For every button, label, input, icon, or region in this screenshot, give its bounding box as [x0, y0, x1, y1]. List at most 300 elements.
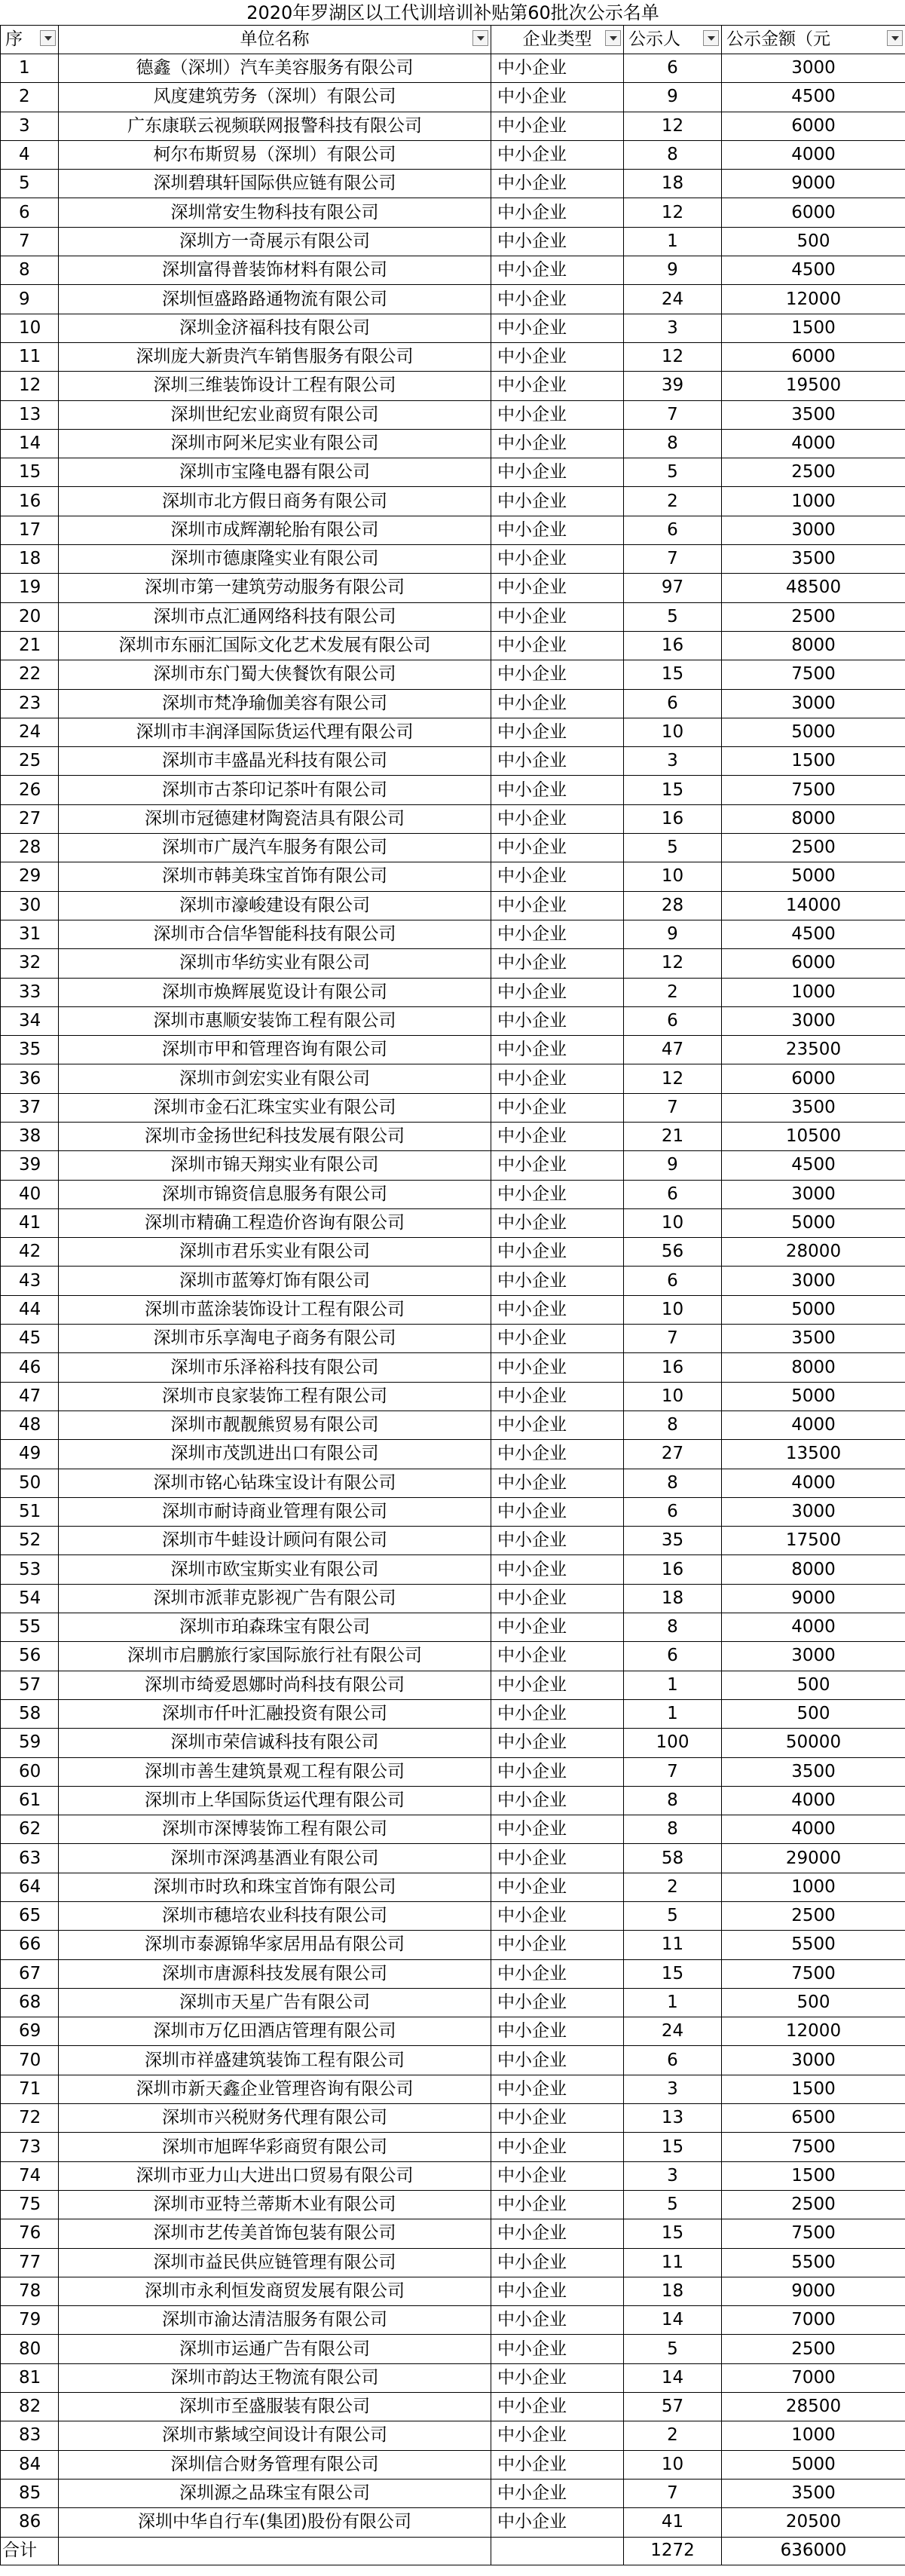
row-amount: 5000 — [722, 1295, 905, 1324]
row-enterprise-type: 中小企业 — [491, 2075, 624, 2103]
table-body — [1, 54, 905, 2538]
row-headcount: 16 — [624, 1353, 722, 1382]
row-index: 30 — [1, 891, 59, 920]
row-headcount: 1 — [624, 227, 722, 256]
row-index: 7 — [1, 227, 59, 256]
table-row — [1, 1325, 905, 1353]
table-row — [1, 458, 905, 487]
row-headcount: 8 — [624, 1469, 722, 1497]
row-index: 63 — [1, 1844, 59, 1873]
row-headcount: 14 — [624, 2306, 722, 2335]
table-row — [1, 83, 905, 112]
row-index: 70 — [1, 2046, 59, 2075]
row-company-name: 深圳市启鹏旅行家国际旅行社有限公司 — [59, 1642, 491, 1671]
row-company-name: 深圳市唐源科技发展有限公司 — [59, 1959, 491, 1988]
table-row — [1, 747, 905, 776]
row-company-name: 风度建筑劳务（深圳）有限公司 — [59, 83, 491, 112]
row-amount: 4500 — [722, 920, 905, 948]
row-headcount: 1 — [624, 1671, 722, 1699]
row-amount: 4500 — [722, 256, 905, 285]
row-headcount: 18 — [624, 170, 722, 198]
row-company-name: 深圳市祥盛建筑装饰工程有限公司 — [59, 2046, 491, 2075]
table-row — [1, 1208, 905, 1237]
row-company-name: 深圳市东丽汇国际文化艺术发展有限公司 — [59, 631, 491, 660]
table-row — [1, 949, 905, 978]
row-amount: 3000 — [722, 54, 905, 83]
table-row — [1, 372, 905, 400]
filter-dropdown-icon[interactable] — [887, 30, 903, 46]
table-row — [1, 2450, 905, 2479]
table-row — [1, 342, 905, 371]
row-amount: 4000 — [722, 1411, 905, 1439]
row-enterprise-type: 中小企业 — [491, 227, 624, 256]
header-row — [1, 26, 905, 54]
row-enterprise-type: 中小企业 — [491, 54, 624, 83]
row-headcount: 7 — [624, 1325, 722, 1353]
row-company-name: 深圳市珀森珠宝有限公司 — [59, 1613, 491, 1642]
row-headcount: 14 — [624, 2363, 722, 2392]
table-row — [1, 2508, 905, 2537]
row-enterprise-type: 中小企业 — [491, 1238, 624, 1267]
row-company-name: 深圳市兴税财务代理有限公司 — [59, 2104, 491, 2133]
row-amount: 8000 — [722, 1353, 905, 1382]
row-company-name: 深圳市丰润泽国际货运代理有限公司 — [59, 718, 491, 746]
row-index: 72 — [1, 2104, 59, 2133]
row-company-name: 深圳三维装饰设计工程有限公司 — [59, 372, 491, 400]
table-row — [1, 660, 905, 689]
table-row — [1, 198, 905, 227]
row-index: 50 — [1, 1469, 59, 1497]
table-row — [1, 1729, 905, 1757]
row-headcount: 8 — [624, 1613, 722, 1642]
total-name-cell — [59, 2537, 491, 2565]
table-row — [1, 2133, 905, 2161]
page-title: 2020年罗湖区以工代训培训补贴第60批次公示名单 — [1, 0, 905, 26]
row-index: 82 — [1, 2393, 59, 2421]
table-row — [1, 285, 905, 314]
row-index: 8 — [1, 256, 59, 285]
row-index: 58 — [1, 1699, 59, 1728]
row-company-name: 深圳市旭晖华彩商贸有限公司 — [59, 2133, 491, 2161]
row-headcount: 16 — [624, 631, 722, 660]
row-amount: 10500 — [722, 1122, 905, 1150]
row-company-name: 深圳市靓靓熊贸易有限公司 — [59, 1411, 491, 1439]
row-amount: 3000 — [722, 1006, 905, 1035]
table-row — [1, 1497, 905, 1526]
row-company-name: 深圳市丰盛晶光科技有限公司 — [59, 747, 491, 776]
row-amount: 6000 — [722, 342, 905, 371]
row-headcount: 6 — [624, 689, 722, 718]
row-enterprise-type: 中小企业 — [491, 2306, 624, 2335]
row-enterprise-type: 中小企业 — [491, 689, 624, 718]
row-headcount: 6 — [624, 1497, 722, 1526]
table-row — [1, 1267, 905, 1295]
total-type-cell — [491, 2537, 624, 2565]
row-enterprise-type: 中小企业 — [491, 2219, 624, 2248]
row-headcount: 1 — [624, 1699, 722, 1728]
row-index: 77 — [1, 2248, 59, 2277]
row-company-name: 深圳市上华国际货运代理有限公司 — [59, 1786, 491, 1815]
row-index: 46 — [1, 1353, 59, 1382]
row-headcount: 8 — [624, 1815, 722, 1844]
row-amount: 3500 — [722, 1325, 905, 1353]
row-index: 42 — [1, 1238, 59, 1267]
row-index: 9 — [1, 285, 59, 314]
row-headcount: 27 — [624, 1440, 722, 1469]
row-enterprise-type: 中小企业 — [491, 1527, 624, 1555]
row-enterprise-type: 中小企业 — [491, 1902, 624, 1931]
row-enterprise-type: 中小企业 — [491, 545, 624, 574]
table-row — [1, 1988, 905, 2017]
row-amount: 8000 — [722, 804, 905, 833]
row-headcount: 5 — [624, 2335, 722, 2363]
row-index: 10 — [1, 314, 59, 342]
row-headcount: 5 — [624, 2190, 722, 2219]
row-headcount: 39 — [624, 372, 722, 400]
row-company-name: 深圳市深鸿基酒业有限公司 — [59, 1844, 491, 1873]
filter-dropdown-icon[interactable] — [40, 30, 56, 46]
table-row — [1, 54, 905, 83]
row-index: 1 — [1, 54, 59, 83]
row-headcount: 2 — [624, 2421, 722, 2450]
row-enterprise-type: 中小企业 — [491, 631, 624, 660]
row-headcount: 7 — [624, 545, 722, 574]
row-company-name: 深圳市永利恒发商贸发展有限公司 — [59, 2277, 491, 2305]
row-index: 65 — [1, 1902, 59, 1931]
row-enterprise-type: 中小企业 — [491, 602, 624, 631]
row-headcount: 9 — [624, 83, 722, 112]
row-index: 27 — [1, 804, 59, 833]
row-company-name: 深圳市善生建筑景观工程有限公司 — [59, 1757, 491, 1786]
row-company-name: 深圳市锦天翔实业有限公司 — [59, 1151, 491, 1180]
row-index: 37 — [1, 1093, 59, 1122]
row-enterprise-type: 中小企业 — [491, 487, 624, 516]
table-row — [1, 227, 905, 256]
row-amount: 3500 — [722, 1093, 905, 1122]
row-headcount: 97 — [624, 574, 722, 602]
row-amount: 500 — [722, 1988, 905, 2017]
row-company-name: 深圳市乐泽裕科技有限公司 — [59, 1353, 491, 1382]
row-amount: 1000 — [722, 487, 905, 516]
row-headcount: 10 — [624, 718, 722, 746]
row-company-name: 深圳市渝达清洁服务有限公司 — [59, 2306, 491, 2335]
row-amount: 4000 — [722, 1613, 905, 1642]
row-enterprise-type: 中小企业 — [491, 1469, 624, 1497]
row-index: 84 — [1, 2450, 59, 2479]
row-company-name: 深圳市精确工程造价咨询有限公司 — [59, 1208, 491, 1237]
row-enterprise-type: 中小企业 — [491, 660, 624, 689]
row-index: 14 — [1, 429, 59, 458]
table-row — [1, 1411, 905, 1439]
header-name-label: 单位名称 — [240, 29, 310, 49]
row-enterprise-type: 中小企业 — [491, 429, 624, 458]
table-row — [1, 1873, 905, 1901]
row-headcount: 15 — [624, 2133, 722, 2161]
row-company-name: 深圳市牛蛙设计顾问有限公司 — [59, 1527, 491, 1555]
row-headcount: 13 — [624, 2104, 722, 2133]
table-row — [1, 400, 905, 429]
row-amount: 1000 — [722, 2421, 905, 2450]
table-row — [1, 2046, 905, 2075]
row-index: 23 — [1, 689, 59, 718]
row-index: 47 — [1, 1382, 59, 1411]
row-company-name: 深圳金济福科技有限公司 — [59, 314, 491, 342]
row-headcount: 9 — [624, 920, 722, 948]
row-index: 86 — [1, 2508, 59, 2537]
row-headcount: 10 — [624, 862, 722, 891]
row-index: 73 — [1, 2133, 59, 2161]
table-row — [1, 891, 905, 920]
table-row — [1, 1295, 905, 1324]
row-company-name: 深圳市派菲克影视广告有限公司 — [59, 1584, 491, 1613]
row-company-name: 深圳市亚力山大进出口贸易有限公司 — [59, 2161, 491, 2190]
row-company-name: 深圳市第一建筑劳动服务有限公司 — [59, 574, 491, 602]
row-headcount: 6 — [624, 1267, 722, 1295]
row-headcount: 5 — [624, 834, 722, 862]
row-headcount: 7 — [624, 1757, 722, 1786]
row-company-name: 深圳市乐享淘电子商务有限公司 — [59, 1325, 491, 1353]
row-amount: 5000 — [722, 1382, 905, 1411]
row-amount: 7000 — [722, 2363, 905, 2392]
row-enterprise-type: 中小企业 — [491, 574, 624, 602]
row-headcount: 9 — [624, 1151, 722, 1180]
row-amount: 6500 — [722, 2104, 905, 2133]
header-type-label: 企业类型 — [522, 29, 592, 49]
row-company-name: 深圳常安生物科技有限公司 — [59, 198, 491, 227]
row-index: 69 — [1, 2017, 59, 2046]
row-index: 68 — [1, 1988, 59, 2017]
row-index: 54 — [1, 1584, 59, 1613]
row-company-name: 深圳市绮爱恩娜时尚科技有限公司 — [59, 1671, 491, 1699]
row-headcount: 9 — [624, 256, 722, 285]
row-index: 66 — [1, 1931, 59, 1959]
row-headcount: 8 — [624, 1411, 722, 1439]
row-enterprise-type: 中小企业 — [491, 2393, 624, 2421]
row-amount: 500 — [722, 1699, 905, 1728]
row-company-name: 深圳市欧宝斯实业有限公司 — [59, 1555, 491, 1584]
row-index: 61 — [1, 1786, 59, 1815]
row-index: 12 — [1, 372, 59, 400]
table-row — [1, 1122, 905, 1150]
row-enterprise-type: 中小企业 — [491, 1122, 624, 1150]
row-enterprise-type: 中小企业 — [491, 1959, 624, 1988]
row-enterprise-type: 中小企业 — [491, 285, 624, 314]
table-row — [1, 1238, 905, 1267]
row-index: 52 — [1, 1527, 59, 1555]
row-index: 20 — [1, 602, 59, 631]
row-amount: 29000 — [722, 1844, 905, 1873]
row-amount: 20500 — [722, 2508, 905, 2537]
filter-dropdown-icon[interactable] — [703, 30, 719, 46]
table-row — [1, 1353, 905, 1382]
table-row — [1, 920, 905, 948]
row-company-name: 深圳信合财务管理有限公司 — [59, 2450, 491, 2479]
table-row — [1, 140, 905, 169]
row-headcount: 18 — [624, 1584, 722, 1613]
row-company-name: 德鑫（深圳）汽车美容服务有限公司 — [59, 54, 491, 83]
row-company-name: 深圳市阿米尼实业有限公司 — [59, 429, 491, 458]
table-row — [1, 631, 905, 660]
row-amount: 3500 — [722, 545, 905, 574]
row-amount: 4500 — [722, 83, 905, 112]
row-company-name: 深圳市剑宏实业有限公司 — [59, 1064, 491, 1093]
filter-dropdown-icon[interactable] — [605, 30, 621, 46]
table-row — [1, 718, 905, 746]
row-headcount: 2 — [624, 978, 722, 1006]
row-company-name: 深圳市金石汇珠宝实业有限公司 — [59, 1093, 491, 1122]
filter-dropdown-icon[interactable] — [472, 30, 488, 46]
row-enterprise-type: 中小企业 — [491, 2335, 624, 2363]
row-enterprise-type: 中小企业 — [491, 2133, 624, 2161]
row-amount: 2500 — [722, 2335, 905, 2363]
table-row — [1, 2248, 905, 2277]
row-headcount: 3 — [624, 314, 722, 342]
row-index: 2 — [1, 83, 59, 112]
row-amount: 1000 — [722, 1873, 905, 1901]
row-company-name: 深圳市亚特兰蒂斯木业有限公司 — [59, 2190, 491, 2219]
table-row — [1, 2277, 905, 2305]
table-row — [1, 1699, 905, 1728]
row-enterprise-type: 中小企业 — [491, 776, 624, 804]
row-company-name: 深圳市合信华智能科技有限公司 — [59, 920, 491, 948]
row-enterprise-type: 中小企业 — [491, 2450, 624, 2479]
row-company-name: 深圳富得普装饰材料有限公司 — [59, 256, 491, 285]
table-row — [1, 574, 905, 602]
row-enterprise-type: 中小企业 — [491, 747, 624, 776]
row-company-name: 深圳市广晟汽车服务有限公司 — [59, 834, 491, 862]
table-row — [1, 689, 905, 718]
row-amount: 5500 — [722, 2248, 905, 2277]
row-enterprise-type: 中小企业 — [491, 1671, 624, 1699]
row-index: 5 — [1, 170, 59, 198]
row-headcount: 6 — [624, 54, 722, 83]
row-enterprise-type: 中小企业 — [491, 516, 624, 544]
row-index: 3 — [1, 112, 59, 140]
row-enterprise-type: 中小企业 — [491, 1497, 624, 1526]
row-index: 17 — [1, 516, 59, 544]
row-enterprise-type: 中小企业 — [491, 2277, 624, 2305]
table-row — [1, 2479, 905, 2507]
row-enterprise-type: 中小企业 — [491, 1353, 624, 1382]
row-index: 41 — [1, 1208, 59, 1237]
row-enterprise-type: 中小企业 — [491, 1555, 624, 1584]
header-count-label: 公示人 — [628, 29, 680, 49]
row-amount: 5000 — [722, 718, 905, 746]
row-enterprise-type: 中小企业 — [491, 978, 624, 1006]
row-company-name: 深圳市耐诗商业管理有限公司 — [59, 1497, 491, 1526]
table-row — [1, 314, 905, 342]
header-name — [59, 26, 491, 54]
table-row — [1, 1642, 905, 1671]
row-enterprise-type: 中小企业 — [491, 2046, 624, 2075]
total-row — [1, 2537, 905, 2565]
table-row — [1, 1584, 905, 1613]
row-index: 80 — [1, 2335, 59, 2363]
row-headcount: 24 — [624, 285, 722, 314]
row-index: 33 — [1, 978, 59, 1006]
table-row — [1, 1064, 905, 1093]
row-company-name: 深圳市梵净瑜伽美容有限公司 — [59, 689, 491, 718]
row-enterprise-type: 中小企业 — [491, 1729, 624, 1757]
row-headcount: 8 — [624, 429, 722, 458]
row-enterprise-type: 中小企业 — [491, 1208, 624, 1237]
row-index: 31 — [1, 920, 59, 948]
table-row — [1, 112, 905, 140]
row-enterprise-type: 中小企业 — [491, 2363, 624, 2392]
row-index: 56 — [1, 1642, 59, 1671]
row-amount: 3000 — [722, 516, 905, 544]
row-amount: 1500 — [722, 747, 905, 776]
row-amount: 5000 — [722, 2450, 905, 2479]
row-headcount: 5 — [624, 1902, 722, 1931]
row-amount: 4000 — [722, 140, 905, 169]
row-headcount: 15 — [624, 660, 722, 689]
row-enterprise-type: 中小企业 — [491, 2421, 624, 2450]
row-amount: 3000 — [722, 1497, 905, 1526]
row-headcount: 35 — [624, 1527, 722, 1555]
row-company-name: 深圳恒盛路路通物流有限公司 — [59, 285, 491, 314]
row-enterprise-type: 中小企业 — [491, 1267, 624, 1295]
row-enterprise-type: 中小企业 — [491, 1757, 624, 1786]
row-amount: 7000 — [722, 2306, 905, 2335]
row-company-name: 广东康联云视频联网报警科技有限公司 — [59, 112, 491, 140]
row-amount: 1500 — [722, 2075, 905, 2103]
table-row — [1, 2190, 905, 2219]
header-amount-label: 公示金额（元 — [726, 29, 830, 49]
row-amount: 3000 — [722, 689, 905, 718]
row-amount: 3500 — [722, 400, 905, 429]
row-headcount: 15 — [624, 1959, 722, 1988]
row-headcount: 28 — [624, 891, 722, 920]
row-amount: 4000 — [722, 1815, 905, 1844]
row-amount: 9000 — [722, 1584, 905, 1613]
row-company-name: 深圳市万亿田酒店管理有限公司 — [59, 2017, 491, 2046]
table-row — [1, 602, 905, 631]
row-index: 74 — [1, 2161, 59, 2190]
row-company-name: 深圳方一奇展示有限公司 — [59, 227, 491, 256]
row-company-name: 深圳市北方假日商务有限公司 — [59, 487, 491, 516]
row-headcount: 12 — [624, 949, 722, 978]
table-row — [1, 516, 905, 544]
row-enterprise-type: 中小企业 — [491, 1295, 624, 1324]
table-row — [1, 1151, 905, 1180]
table-row — [1, 2421, 905, 2450]
row-amount: 7500 — [722, 660, 905, 689]
row-headcount: 2 — [624, 487, 722, 516]
row-amount: 2500 — [722, 1902, 905, 1931]
row-company-name: 深圳市益民供应链管理有限公司 — [59, 2248, 491, 2277]
row-amount: 4500 — [722, 1151, 905, 1180]
row-headcount: 58 — [624, 1844, 722, 1873]
table-row — [1, 2017, 905, 2046]
table-row — [1, 545, 905, 574]
row-headcount: 3 — [624, 747, 722, 776]
table-row — [1, 429, 905, 458]
row-company-name: 深圳市成辉潮轮胎有限公司 — [59, 516, 491, 544]
row-amount: 17500 — [722, 1527, 905, 1555]
row-index: 22 — [1, 660, 59, 689]
row-amount: 500 — [722, 227, 905, 256]
row-amount: 3000 — [722, 1180, 905, 1208]
row-amount: 8000 — [722, 631, 905, 660]
table-row — [1, 1786, 905, 1815]
row-company-name: 柯尔布斯贸易（深圳）有限公司 — [59, 140, 491, 169]
row-company-name: 深圳市蓝筹灯饰有限公司 — [59, 1267, 491, 1295]
table-row — [1, 2219, 905, 2248]
table-row — [1, 2306, 905, 2335]
row-enterprise-type: 中小企业 — [491, 400, 624, 429]
row-company-name: 深圳市冠德建材陶瓷洁具有限公司 — [59, 804, 491, 833]
